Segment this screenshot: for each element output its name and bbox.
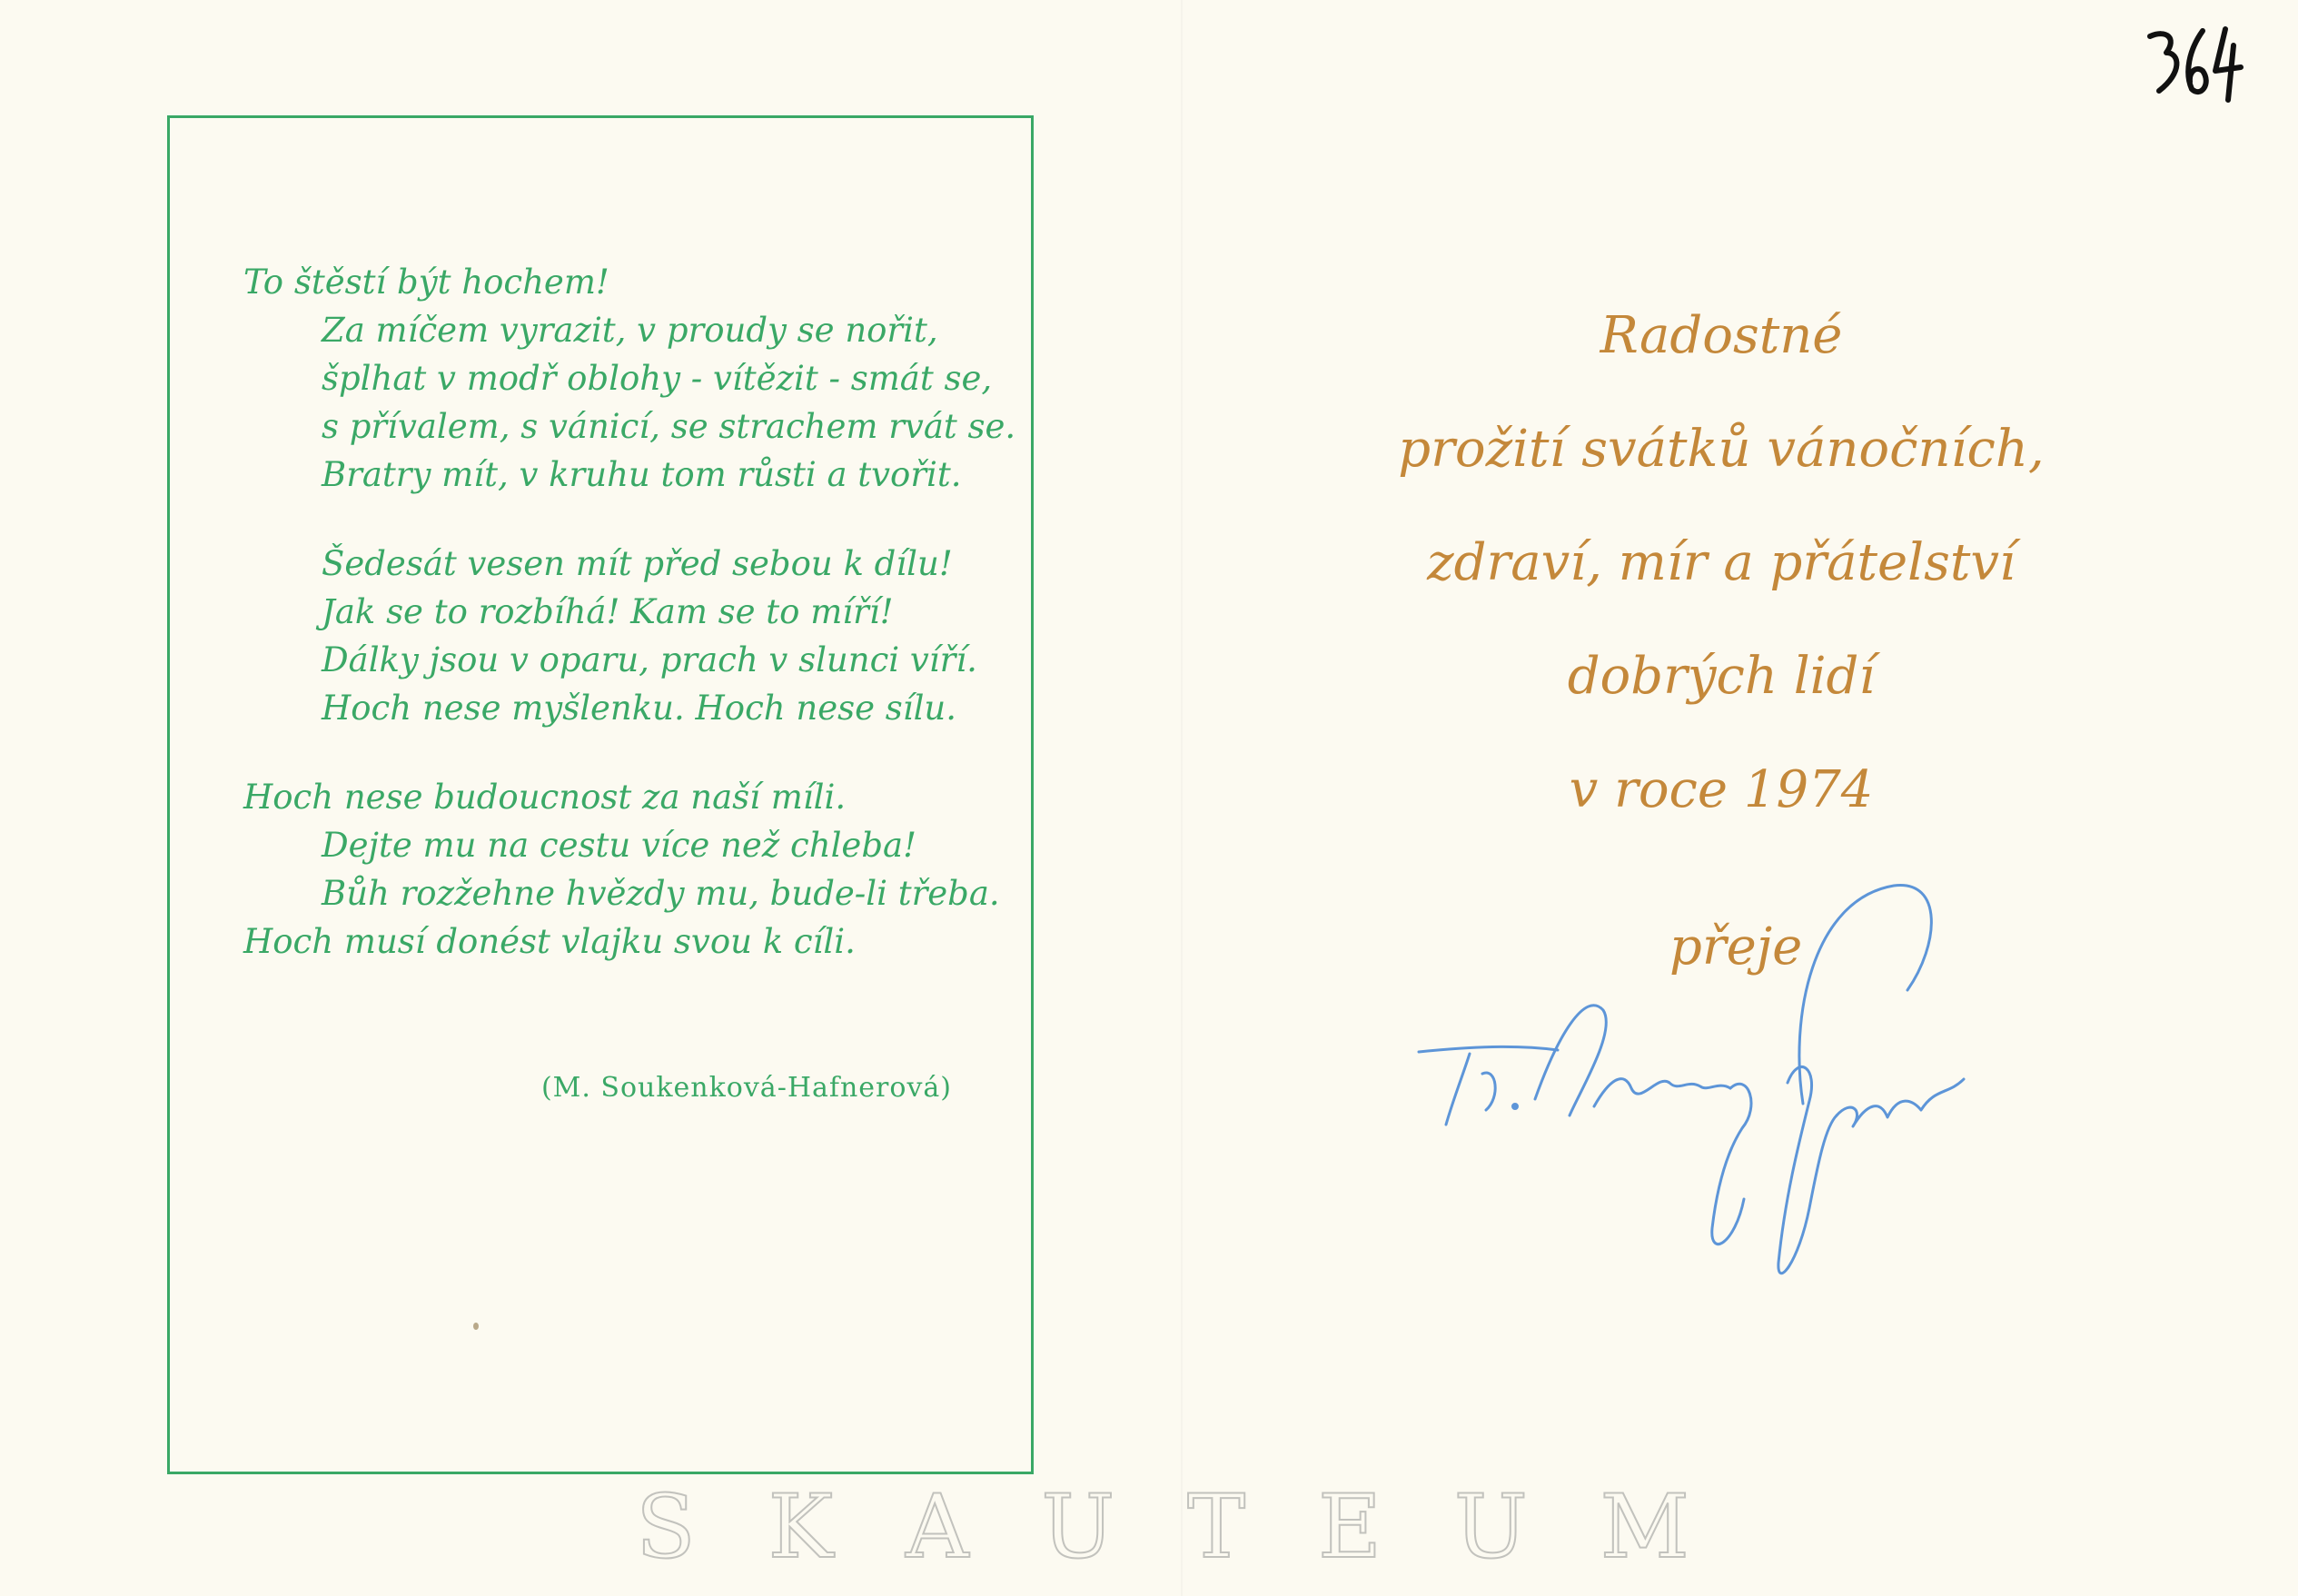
watermark-letter: A (906, 1476, 969, 1578)
poem-line: Hoch nese myšlenku. Hoch nese sílu. (322, 689, 957, 728)
watermark-letter: E (1317, 1476, 1382, 1578)
watermark-letter: M (1600, 1476, 1689, 1578)
greeting-wish: přeje (1669, 917, 1803, 976)
watermark-letter: U (1453, 1476, 1528, 1578)
poem-author: (M. Soukenková-Hafnerová) (540, 1072, 952, 1104)
greeting-line: zdraví, mír a přátelství (1427, 533, 2016, 592)
poem-line: Bůh rozžehne hvězdy mu, bude-li třeba. (322, 874, 1000, 913)
poem-line: Hoch musí donést vlajku svou k cíli. (243, 922, 856, 961)
watermark (636, 1476, 1689, 1578)
card-fold-line (1181, 0, 1183, 1596)
poem-line: Šedesát vesen mít před sebou k dílu! (322, 544, 953, 583)
poem-line: s přívalem, s vánicí, se strachem rvát se. (322, 407, 1016, 446)
watermark-letter: U (1041, 1476, 1115, 1578)
greeting-line: Radostné (1600, 306, 1843, 365)
greeting-line: v roce 1974 (1569, 760, 1874, 819)
watermark-letter: T (1187, 1476, 1246, 1578)
greeting-line: prožití svátků vánočních, (1398, 420, 2045, 479)
greeting-text (1322, 300, 2121, 867)
greeting-line: dobrých lidí (1567, 647, 1876, 706)
poem-title: To štěstí být hochem! (243, 263, 609, 302)
poem (243, 258, 1016, 966)
poem-line: Dejte mu na cestu více než chleba! (322, 826, 916, 865)
poem-line: Dálky jsou v oparu, prach v slunci víří. (322, 640, 977, 679)
poem-line: Bratry mít, v kruhu tom růsti a tvořit. (322, 455, 962, 494)
scan-margin (2298, 0, 2318, 1596)
poem-line: Hoch nese budoucnost za naší míli. (243, 778, 847, 817)
watermark-letter: S (636, 1476, 696, 1578)
handwritten-archive-number (2139, 18, 2248, 109)
paper-speck (473, 1323, 479, 1330)
handwritten-signature (1399, 872, 1980, 1326)
poem-line: šplhat v modř oblohy - vítězit - smát se, (322, 359, 993, 398)
watermark-letter: K (768, 1476, 834, 1578)
poem-line: Jak se to rozbíhá! Kam se to míří! (322, 592, 894, 631)
poem-line: Za míčem vyrazit, v proudy se nořit, (322, 311, 938, 350)
